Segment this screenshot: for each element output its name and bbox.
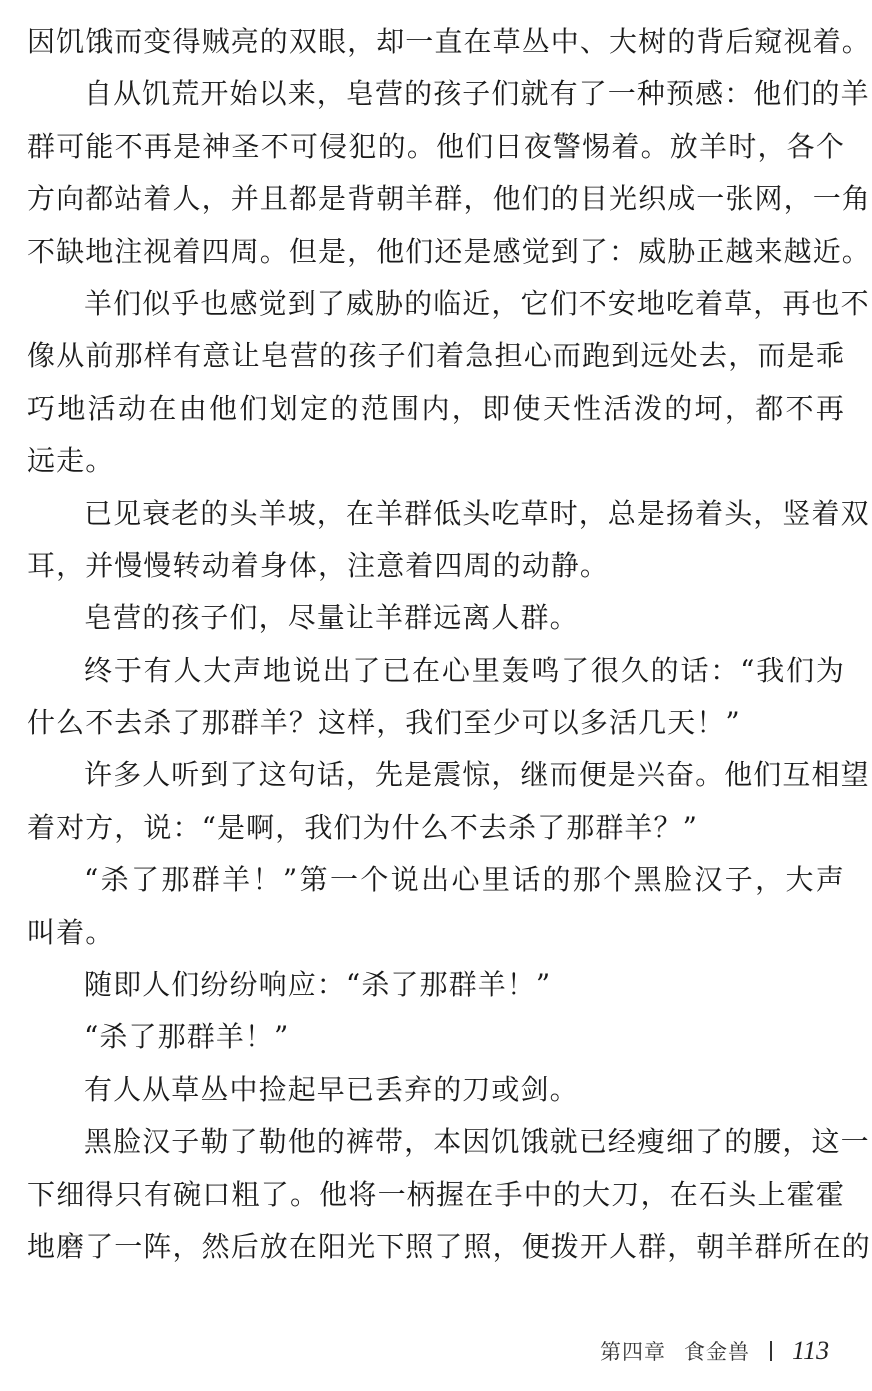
text-line: 像从前那样有意让皂营的孩子们着急担心而跑到远处去，而是乖: [27, 339, 845, 373]
text-line: 叫着。: [27, 915, 115, 949]
text-line: “杀了那群羊！”: [84, 1020, 290, 1054]
text-line: 随即人们纷纷响应：“杀了那群羊！”: [84, 968, 552, 1002]
text-line: 远走。: [27, 444, 115, 478]
text-line: 羊们似乎也感觉到了威胁的临近，它们不安地吃着草，再也不: [84, 286, 870, 320]
page-number: 113: [792, 1336, 830, 1365]
text-line: 不缺地注视着四周。但是，他们还是感觉到了：威胁正越来越近。: [27, 234, 871, 268]
text-line: 方向都站着人，并且都是背朝羊群，他们的目光织成一张网，一角: [27, 182, 871, 216]
text-line: 有人从草丛中捡起早已丢弃的刀或剑。: [84, 1072, 579, 1106]
text-line: 终于有人大声地说出了已在心里轰鸣了很久的话：“我们为: [84, 653, 845, 687]
text-line: 黑脸汉子勒了勒他的裤带，本因饥饿就已经瘦细了的腰，这一: [84, 1125, 870, 1159]
text-line: “杀了那群羊！”第一个说出心里话的那个黑脸汉子，大声: [84, 863, 845, 897]
text-line: 巧地活动在由他们划定的范围内，即使天性活泼的坷，都不再: [27, 391, 845, 425]
text-line: 因饥饿而变得贼亮的双眼，却一直在草丛中、大树的背后窥视着。: [27, 25, 871, 58]
page-footer: [600, 1334, 850, 1368]
chapter-title: 食金兽: [684, 1340, 750, 1364]
text-line: 什么不去杀了那群羊？这样，我们至少可以多活几天！”: [27, 706, 741, 740]
chapter-label: 第四章: [600, 1340, 666, 1364]
text-line: 皂营的孩子们，尽量让羊群远离人群。: [84, 601, 579, 635]
text-line: 地磨了一阵，然后放在阳光下照了照，便拨开人群，朝羊群所在的: [27, 1229, 871, 1263]
text-line: 着对方，说：“是啊，我们为什么不去杀了那群羊？”: [27, 810, 699, 844]
footer-divider: [770, 1341, 772, 1361]
text-line: 群可能不再是神圣不可侵犯的。他们日夜警惕着。放羊时，各个: [27, 129, 845, 163]
text-line: 耳，并慢慢转动着身体，注意着四周的动静。: [27, 548, 610, 582]
text-line: 下细得只有碗口粗了。他将一柄握在手中的大刀，在石头上霍霍: [27, 1177, 845, 1211]
page-body: [27, 16, 871, 1273]
text-line: 已见衰老的头羊坡，在羊群低头吃草时，总是扬着头，竖着双: [84, 496, 870, 530]
text-line: 许多人听到了这句话，先是震惊，继而便是兴奋。他们互相望: [84, 758, 870, 792]
text-line: 自从饥荒开始以来，皂营的孩子们就有了一种预感：他们的羊: [84, 77, 870, 111]
